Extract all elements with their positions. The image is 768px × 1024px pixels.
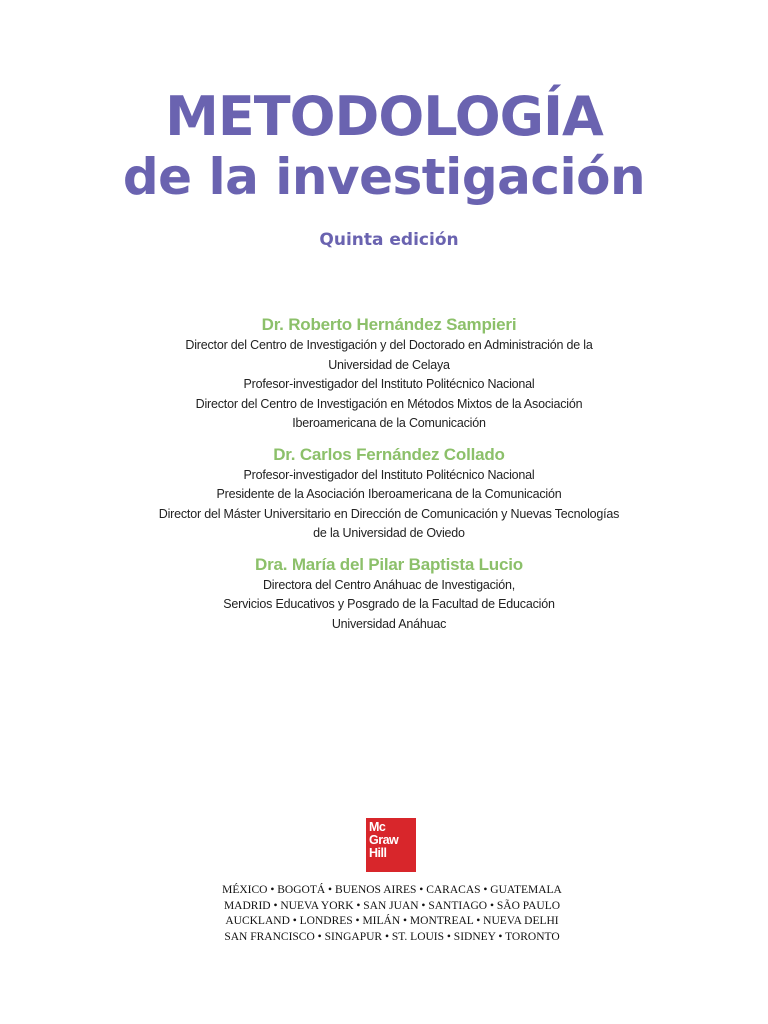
cities-line: MÉXICO • BOGOTÁ • BUENOS AIRES • CARACAS • GUATEMALA [222,884,562,896]
book-title [0,86,768,206]
author-name: Dra. María del Pilar Baptista Lucio [255,554,523,574]
title-line-2: de la investigación [122,148,646,206]
author-affiliation: de la Universidad de Oviedo [313,526,465,540]
author-affiliation: Director del Centro de Investigación en Métodos Mixtos de la Asociación [195,396,583,411]
cities-line: MADRID • NUEVA YORK • SAN JUAN • SANTIAGO • SÃO PAULO [223,899,561,912]
author-affiliation: Director del Máster Universitario en Dirección de Comunicación y Nuevas Tecnologías [158,506,620,521]
logo-text: Hill [369,846,387,860]
authors-section [0,314,768,644]
author-block [0,444,768,544]
author-affiliation: Profesor-investigador del Instituto Politécnico Nacional [243,377,535,391]
author-affiliation: Universidad de Celaya [328,357,450,372]
logo-text: Graw [369,833,399,847]
author-affiliation: Universidad Anáhuac [331,616,447,631]
author-affiliation: Iberoamericana de la Comunicación [292,416,486,430]
author-affiliation: Presidente de la Asociación Iberoamericana de la Comunicación [216,487,562,501]
title-line-1: METODOLOGÍA [165,85,603,148]
edition-label: Quinta edición [319,230,459,250]
author-block [0,314,768,434]
author-affiliation: Directora del Centro Anáhuac de Investigación, [262,577,516,592]
author-affiliation: Profesor-investigador del Instituto Politécnico Nacional [243,467,535,482]
author-name: Dr. Roberto Hernández Sampieri [261,315,517,334]
publisher-cities [0,883,768,945]
author-affiliation: Director del Centro de Investigación y del Doctorado en Administración de la [185,338,593,352]
author-name: Dr. Carlos Fernández Collado [273,444,505,464]
author-block [0,554,768,635]
cities-line: SAN FRANCISCO • SINGAPUR • ST. LOUIS • SIDNEY • TORONTO [224,930,560,943]
logo-text: Mc [369,820,386,834]
cities-line: AUCKLAND • LONDRES • MILÁN • MONTREAL • NUEVA DELHI [225,915,559,927]
mcgraw-hill-logo [366,818,416,872]
author-affiliation: Servicios Educativos y Posgrado de la Facultad de Educación [223,597,555,611]
